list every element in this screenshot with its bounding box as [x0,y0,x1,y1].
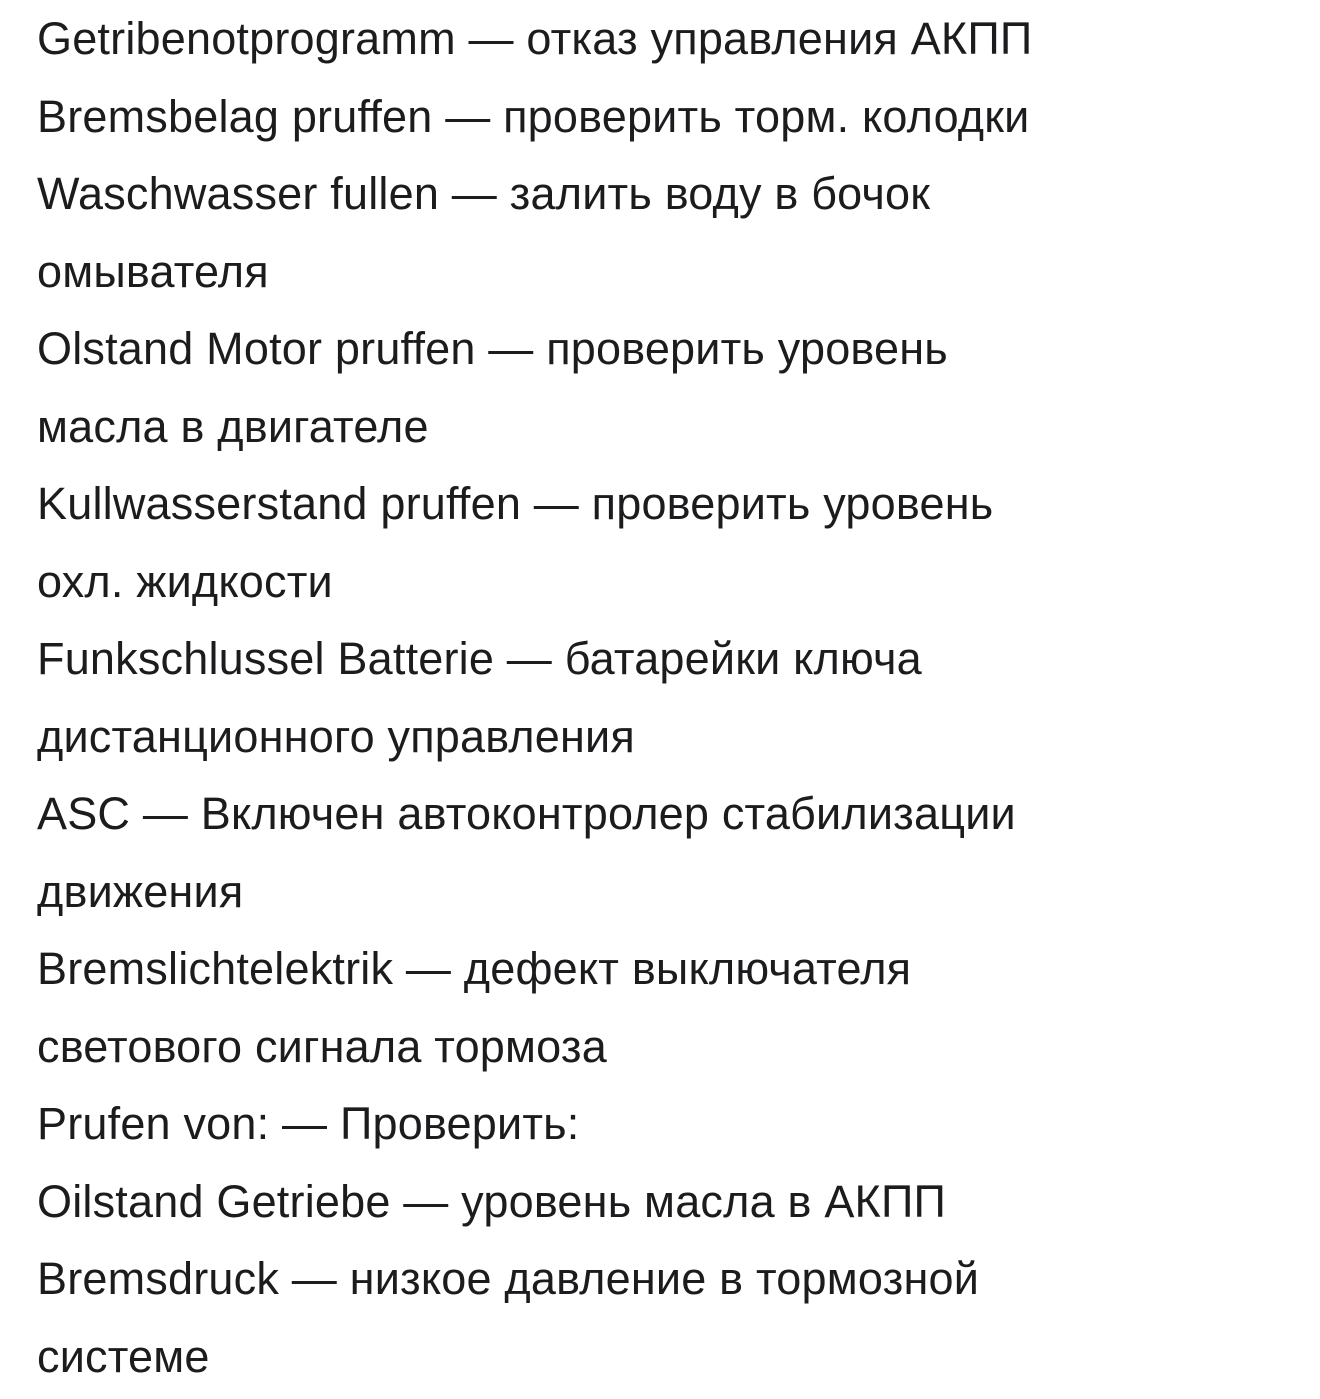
text-line-oilstand-getriebe: Oilstand Getriebe — уровень масла в АКПП [37,1175,947,1227]
text-line-asc: ASC — Включен автоконтролер стабилизации [37,788,1016,839]
text-line-kullwasserstand-cont: охл. жидкости [37,555,333,607]
text-line-prufen-von: Prufen von: — Проверить: [37,1098,580,1149]
text-line-olstand-motor: Olstand Motor pruffen — проверить уровень [37,323,948,374]
text-line-kullwasserstand: Kullwasserstand pruffen — проверить уровень [37,478,994,529]
text-line-getribenotprogramm: Getribenotprogramm — отказ управления АКПП [37,13,1033,64]
text-line-waschwasser: Waschwasser fullen — залить воду в бочок [37,168,931,219]
text-line-bremsdruck-cont: системе [37,1330,210,1382]
text-line-bremslichtelektrik-cont: светового сигнала тормоза [37,1020,607,1072]
message-text-block [37,0,1297,1395]
text-line-olstand-motor-cont: масла в двигателе [37,400,429,452]
text-line-bremslichtelektrik: Bremslichtelektrik — дефект выключателя [37,943,912,994]
text-line-bremsbelag: Bremsbelag pruffen — проверить торм. колодки [37,90,1030,142]
text-line-funkschlussel: Funkschlussel Batterie — батарейки ключа [37,633,922,684]
text-line-asc-cont: движения [37,865,244,917]
text-line-bremsdruck: Bremsdruck — низкое давление в тормозной [37,1253,980,1304]
text-line-waschwasser-cont: омывателя [37,245,269,297]
text-line-funkschlussel-cont: дистанционного управления [37,710,635,762]
